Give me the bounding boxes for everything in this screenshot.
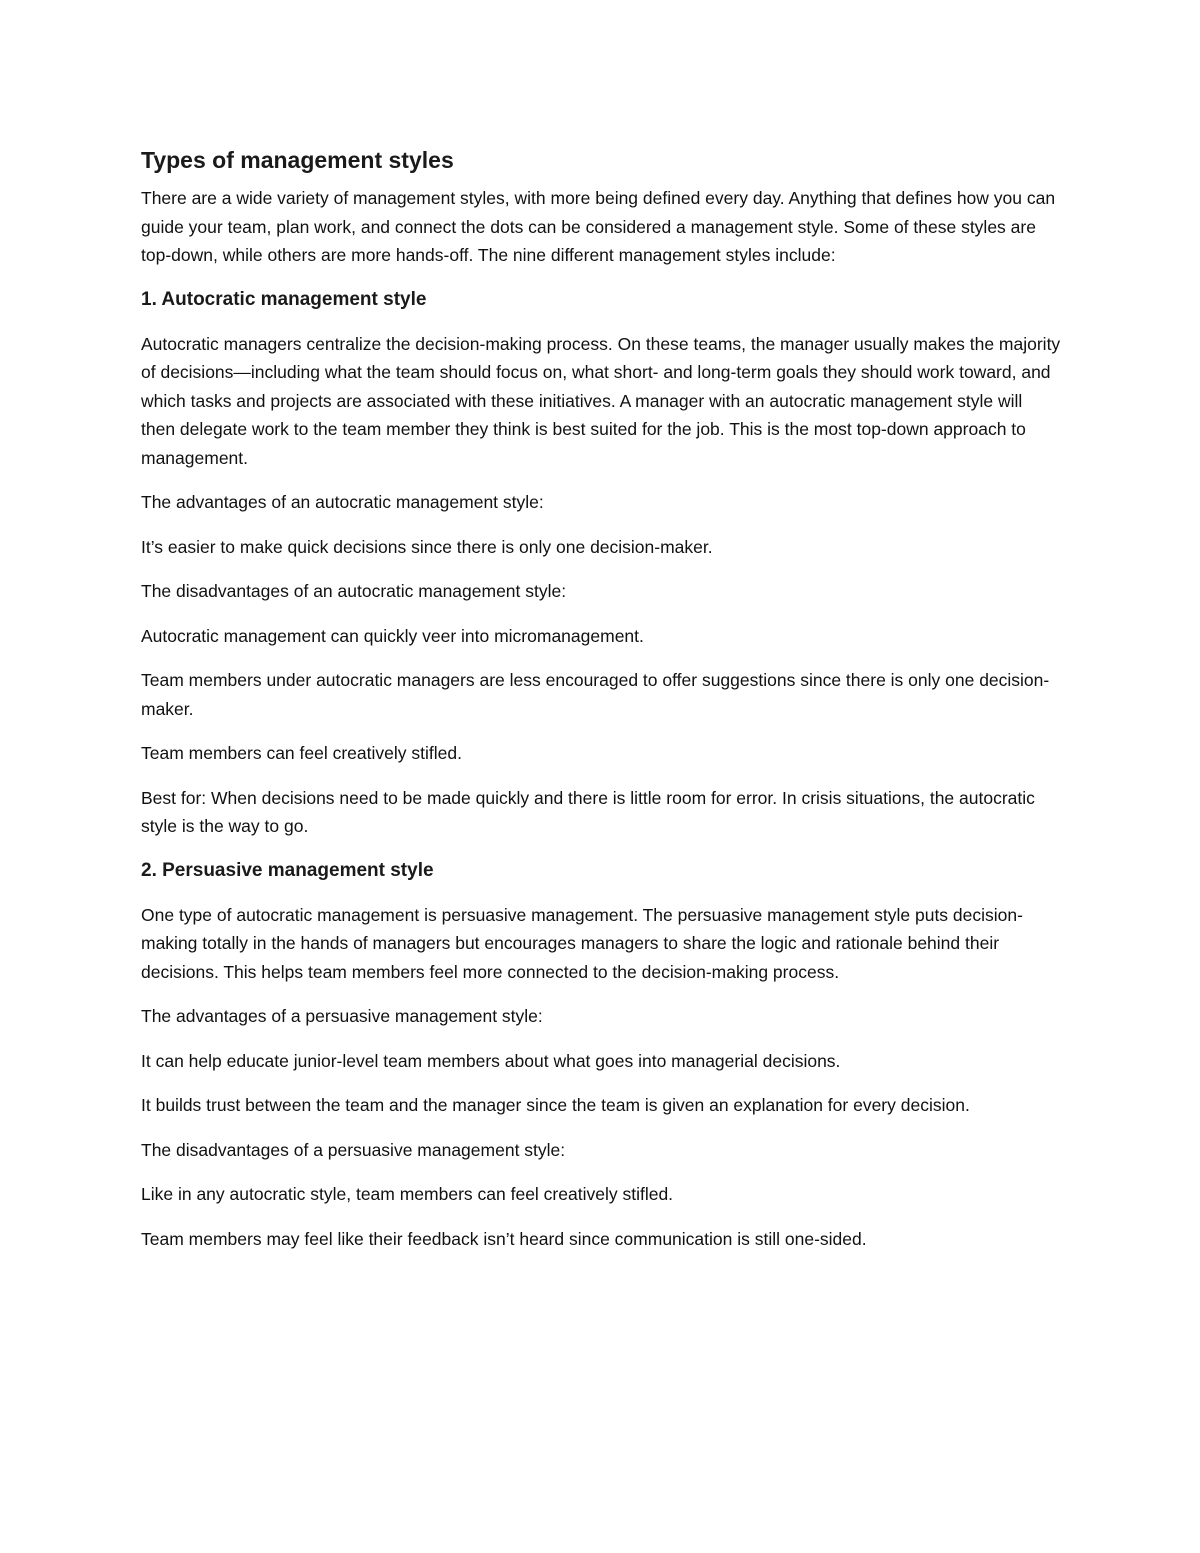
disadvantage-item: Team members may feel like their feedback isn’t heard since communication is still one-sided.	[141, 1228, 867, 1249]
disadvantage-item: Autocratic management can quickly veer into micromanagement.	[141, 625, 644, 646]
intro-paragraph: There are a wide variety of management styles, with more being defined every day. Anything that defines how you can guide your team, plan work, and connect the dots can be considered a management style. Some of these styles are top-down, while others are more hands-off. The nine different management styles include:	[141, 188, 1056, 265]
section-description-persuasive: One type of autocratic management is persuasive management. The persuasive management style puts decision-making totally in the hands of managers but encourages managers to share the logic and rationale behind their decisions. This helps team members feel more connected to the decision-making process.	[141, 904, 1023, 982]
section-heading-persuasive: 2. Persuasive management style	[141, 859, 434, 881]
document-body	[141, 140, 1061, 1269]
disadvantages-label-persuasive: The disadvantages of a persuasive management style:	[141, 1139, 566, 1160]
section-heading-autocratic: 1. Autocratic management style	[141, 288, 427, 310]
section-description-autocratic: Autocratic managers centralize the decision-making process. On these teams, the manager usually makes the majority of decisions—including what the team should focus on, what short- and long-term goals they should work toward, and which tasks and projects are associated with these initiatives. A manager with an autocratic management style will then delegate work to the team member they think is best suited for the job. This is the most top-down approach to management.	[141, 333, 1061, 468]
document-title: Types of management styles	[141, 147, 454, 173]
best-for-autocratic: Best for: When decisions need to be made quickly and there is little room for error. In crisis situations, the autocratic style is the way to go.	[141, 787, 1035, 836]
disadvantages-label-autocratic: The disadvantages of an autocratic management style:	[141, 581, 567, 601]
disadvantage-item: Team members can feel creatively stifled.	[141, 743, 462, 763]
advantage-item: It can help educate junior-level team members about what goes into managerial decisions.	[141, 1050, 841, 1071]
disadvantage-item: Like in any autocratic style, team members can feel creatively stifled.	[141, 1184, 674, 1204]
advantages-label-autocratic: The advantages of an autocratic management style:	[141, 492, 544, 512]
disadvantage-item: Team members under autocratic managers are less encouraged to offer suggestions since there is only one decision-maker.	[141, 670, 1050, 719]
advantages-label-persuasive: The advantages of a persuasive management style:	[141, 1006, 543, 1026]
advantage-item: It’s easier to make quick decisions since there is only one decision-maker.	[141, 536, 713, 557]
advantage-item: It builds trust between the team and the manager since the team is given an explanation for every decision.	[141, 1095, 970, 1115]
